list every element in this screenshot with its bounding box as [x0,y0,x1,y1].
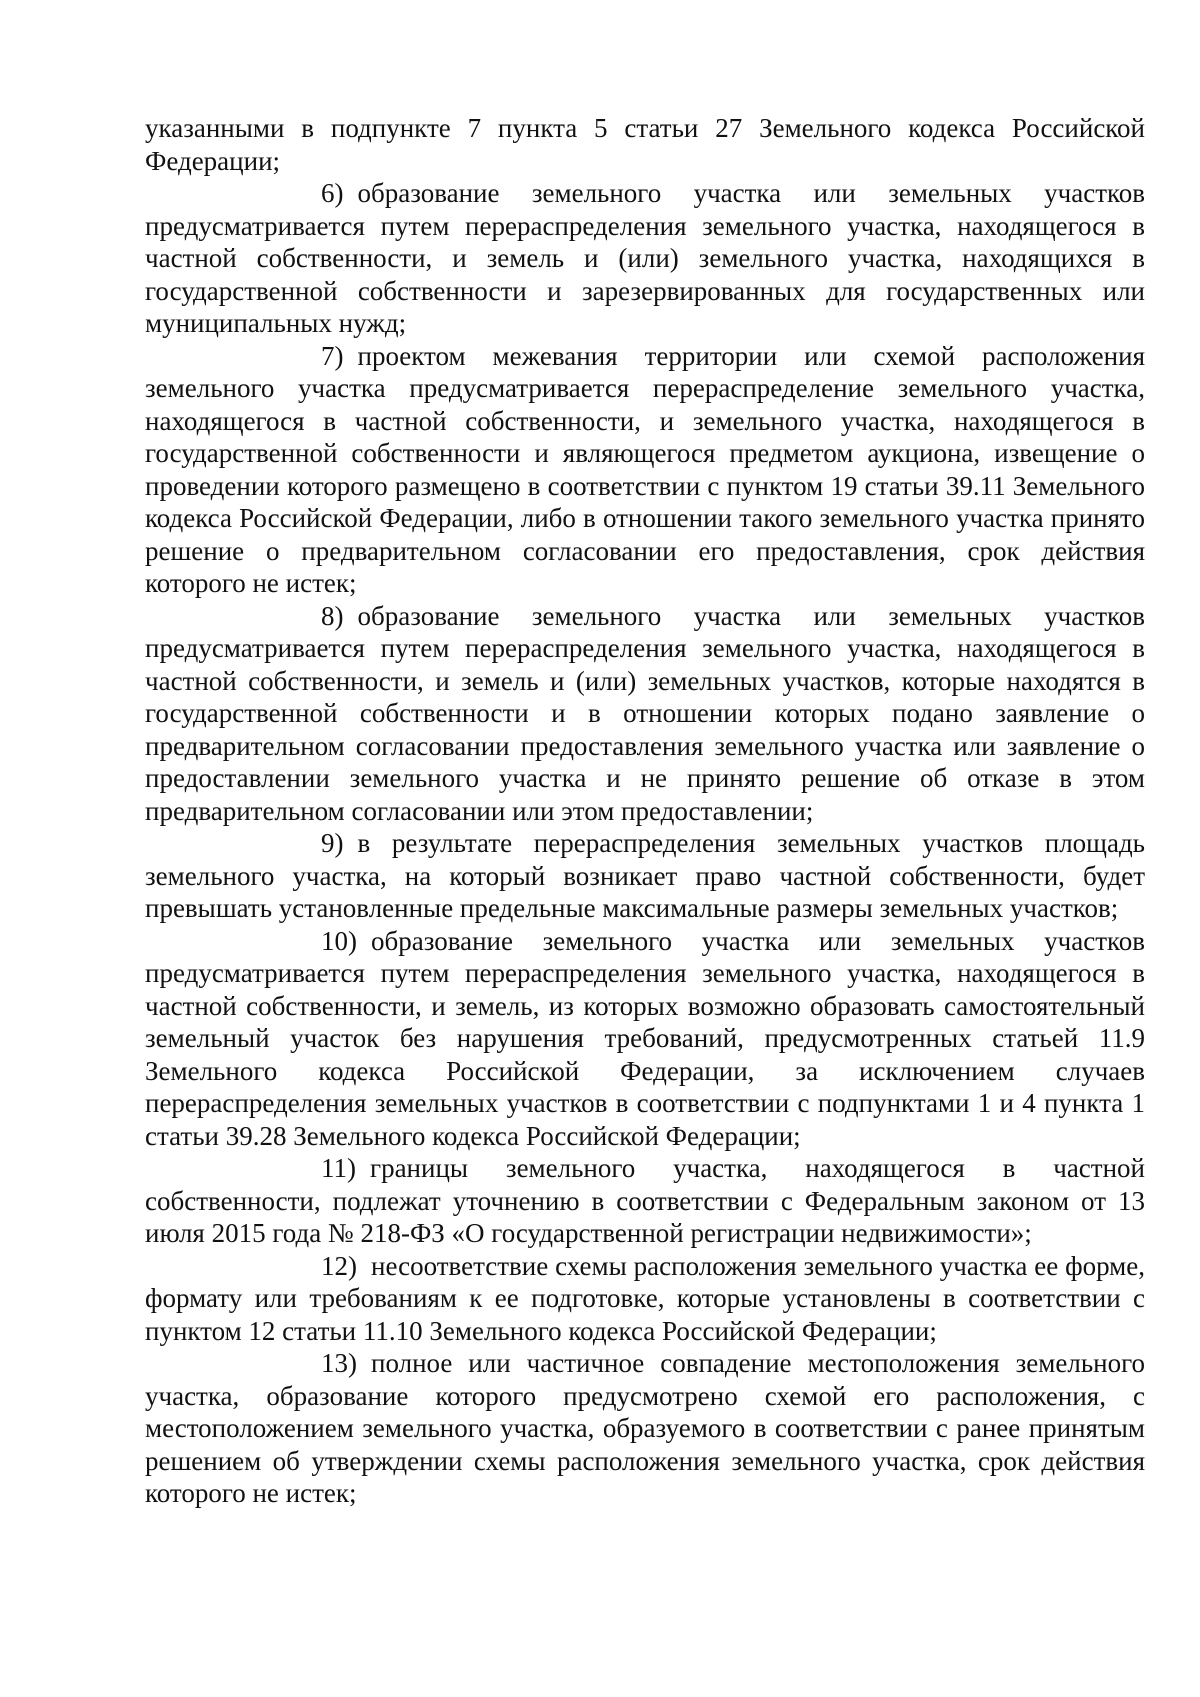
list-item-11 [145,1152,1145,1250]
list-item-8 [145,600,1145,828]
item-number: 10) [321,925,357,956]
list-item-7 [145,340,1145,600]
item-text: проектом межевания территории или схемой расположения земельного участка предусматривается перераспределение земельного участка, находящегося в частной собственности, и земельного участка, находящегося в государственной собственности и являющегося предметом аукциона, извещение о проведении которого размещено в соответствии с пунктом 19 статьи 39.11 Земельного кодекса Российской Федерации, либо в отношении такого земельного участка принято решение о предварительном согласовании его предоставления, срок действия которого не истек; [145,340,1145,598]
item-text: образование земельного участка или земельных участков предусматривается путем перераспределения земельного участка, находящегося в частной собственности, и земель и (или) земельных участков, которые находятся в государственной собственности и в отношении которых подано заявление о предварительном согласовании предоставления земельного участка или заявление о предоставлении земельного участка и не принято решение об отказе в этом предварительном согласовании или этом предоставлении; [145,600,1145,826]
item-number: 9) [321,828,344,858]
item-text: границы земельного участка, находящегося в частной собственности, подлежат уточнению в соответствии с Федеральным законом от 13 июля 2015 года № 218-ФЗ «О государственной регистрации недвижимости»; [145,1153,1145,1248]
list-item-13 [145,1347,1145,1510]
document-page [145,112,1145,1510]
item-number: 11) [321,1153,356,1183]
list-item-10 [145,925,1145,1153]
list-item-6 [145,177,1145,340]
list-item-9 [145,827,1145,925]
list-item-12 [145,1250,1145,1348]
item-number: 12) [321,1250,357,1281]
item-number: 7) [321,340,344,371]
item-text: полное или частичное совпадение местоположения земельного участка, образование которого предусмотрено схемой его расположения, с местоположением земельного участка, образуемого в соответствии с ранее принятым решением об утверждении схемы расположения земельного участка, срок действия которого не истек; [145,1348,1145,1508]
item-number: 8) [321,600,344,631]
item-number: 6) [321,178,344,208]
item-text: несоответствие схемы расположения земельного участка ее форме, формату или требованиям к ее подготовке, которые установлены в соответствии с пунктом 12 статьи 11.10 Земельного кодекса Российской Федерации; [145,1250,1145,1346]
item-number: 13) [321,1348,357,1378]
item-text: образование земельного участка или земельных участков предусматривается путем перераспределения земельного участка, находящегося в частной собственности, и земель, из которых возможно образовать самостоятельный земельный участок без нарушения требований, предусмотренных статьей 11.9 Земельного кодекса Российской Федерации, за исключением случаев перераспределения земельных участков в соответствии с подпунктами 1 и 4 пункта 1 статьи 39.28 Земельного кодекса Российской Федерации; [145,925,1145,1151]
continuation-paragraph: указанными в подпункте 7 пункта 5 статьи 27 Земельного кодекса Российской Федерации; [145,113,1145,176]
item-text: образование земельного участка или земельных участков предусматривается путем перераспределения земельного участка, находящегося в частной собственности, и земель и (или) земельного участка, находящихся в государственной собственности и зарезервированных для государственных или муниципальных нужд; [145,178,1145,338]
item-text: в результате перераспределения земельных участков площадь земельного участка, на который возникает право частной собственности, будет превышать установленные предельные максимальные размеры земельных участков; [145,828,1145,923]
